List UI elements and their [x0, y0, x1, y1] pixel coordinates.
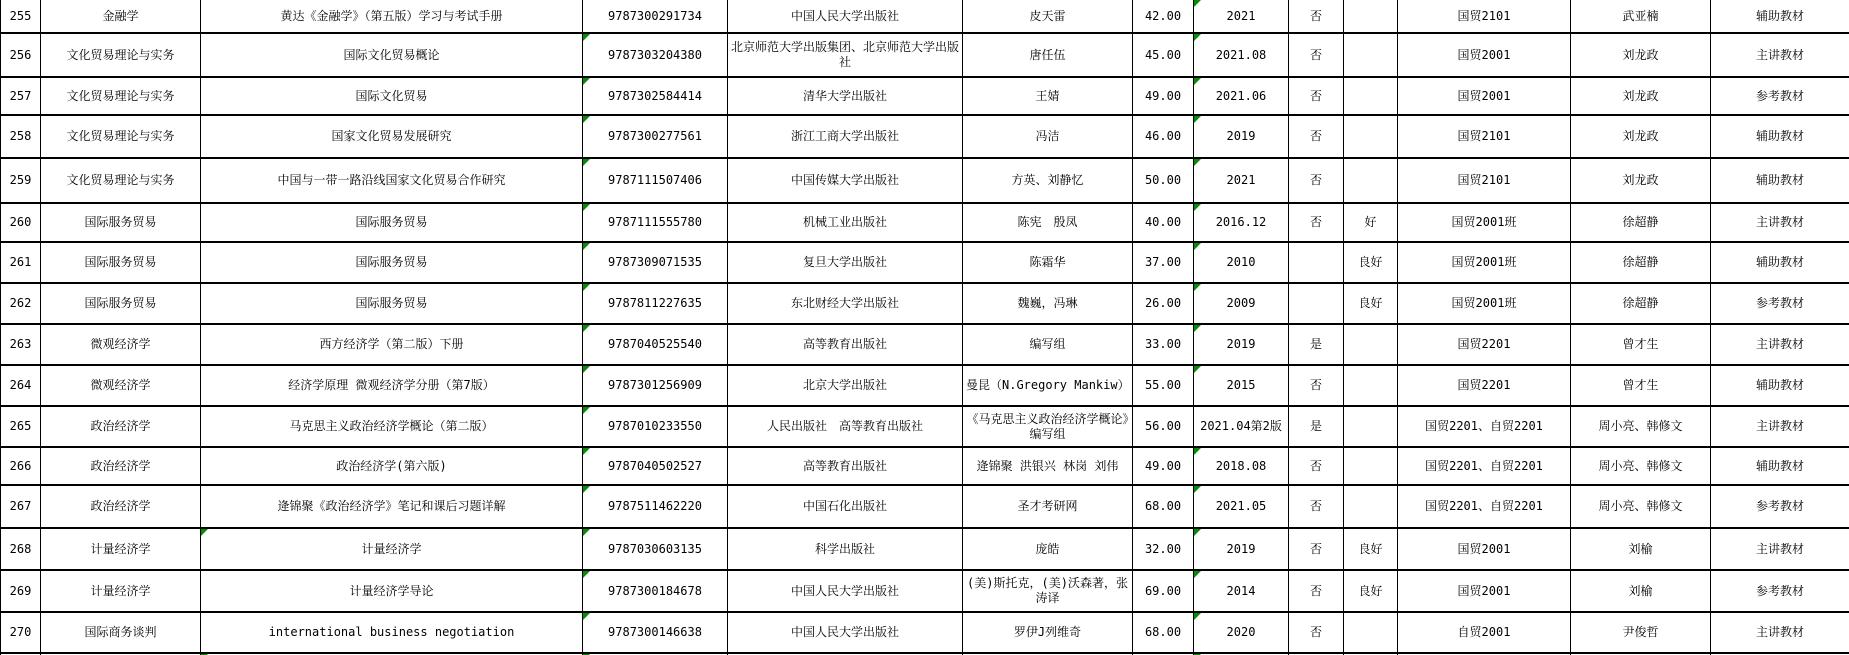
- cell-course[interactable]: 金融学: [41, 0, 201, 33]
- cell-num[interactable]: 268: [1, 528, 41, 570]
- cell-num[interactable]: 258: [1, 115, 41, 158]
- table-row: [1, 158, 1849, 203]
- cell-author[interactable]: 陈宪 殷凤: [963, 203, 1133, 242]
- cell-condition[interactable]: [1344, 406, 1398, 447]
- cell-type[interactable]: 辅助教材: [1711, 242, 1849, 283]
- cell-price[interactable]: 49.00: [1133, 447, 1194, 485]
- cell-price[interactable]: 55.00: [1133, 365, 1194, 406]
- cell-price[interactable]: 32.00: [1133, 528, 1194, 570]
- cell-condition[interactable]: [1344, 612, 1398, 653]
- cell-isbn[interactable]: 9787111507406: [583, 158, 728, 203]
- cell-adopt[interactable]: [1289, 242, 1344, 283]
- cell-isbn[interactable]: 9787811227635: [583, 283, 728, 324]
- cell-price[interactable]: 56.00: [1133, 406, 1194, 447]
- cell-price[interactable]: 33.00: [1133, 324, 1194, 365]
- cell-price[interactable]: 46.00: [1133, 115, 1194, 158]
- cell-title[interactable]: 马克思主义政治经济学概论（第二版）: [201, 406, 583, 447]
- cell-price[interactable]: 68.00: [1133, 612, 1194, 653]
- table-row: [1, 77, 1849, 115]
- cell-course[interactable]: 政治经济学: [41, 447, 201, 485]
- cell-adopt[interactable]: 否: [1289, 33, 1344, 77]
- cell-adopt[interactable]: 否: [1289, 0, 1344, 33]
- table-row: [1, 115, 1849, 158]
- cell-price[interactable]: 69.00: [1133, 570, 1194, 612]
- cell-adopt[interactable]: 否: [1289, 570, 1344, 612]
- cell-author[interactable]: 王婧: [963, 77, 1133, 115]
- cell-course[interactable]: 国际服务贸易: [41, 242, 201, 283]
- cell-year[interactable]: 2010: [1194, 242, 1289, 283]
- cell-adopt[interactable]: 是: [1289, 406, 1344, 447]
- cell-adopt[interactable]: [1289, 283, 1344, 324]
- cell-adopt[interactable]: 否: [1289, 612, 1344, 653]
- cell-adopt[interactable]: 否: [1289, 115, 1344, 158]
- cell-year[interactable]: 2019: [1194, 528, 1289, 570]
- cell-num[interactable]: 257: [1, 77, 41, 115]
- cell-title[interactable]: 国际服务贸易: [201, 242, 583, 283]
- cell-publisher[interactable]: 中国石化出版社: [728, 485, 963, 528]
- cell-adopt[interactable]: 否: [1289, 203, 1344, 242]
- cell-class[interactable]: 国贸2101: [1398, 0, 1571, 33]
- cell-isbn[interactable]: 9787302584414: [583, 77, 728, 115]
- cell-num[interactable]: 269: [1, 570, 41, 612]
- cell-condition[interactable]: [1344, 447, 1398, 485]
- cell-author[interactable]: 编写组: [963, 324, 1133, 365]
- cell-title[interactable]: 国际服务贸易: [201, 283, 583, 324]
- cell-teacher[interactable]: 刘龙政: [1571, 77, 1711, 115]
- cell-type[interactable]: 辅助教材: [1711, 365, 1849, 406]
- cell-condition[interactable]: [1344, 365, 1398, 406]
- cell-author[interactable]: 逄锦聚 洪银兴 林岗 刘伟: [963, 447, 1133, 485]
- cell-num[interactable]: 265: [1, 406, 41, 447]
- cell-condition[interactable]: [1344, 0, 1398, 33]
- cell-author[interactable]: 陈霜华: [963, 242, 1133, 283]
- table-row: [1, 570, 1849, 612]
- cell-title[interactable]: 政治经济学(第六版): [201, 447, 583, 485]
- cell-course[interactable]: 政治经济学: [41, 485, 201, 528]
- cell-publisher[interactable]: 机械工业出版社: [728, 203, 963, 242]
- cell-type[interactable]: 辅助教材: [1711, 0, 1849, 33]
- cell-class[interactable]: 自贸2001: [1398, 612, 1571, 653]
- cell-title[interactable]: 经济学原理 微观经济学分册（第7版）: [201, 365, 583, 406]
- cell-publisher[interactable]: 复旦大学出版社: [728, 242, 963, 283]
- cell-course[interactable]: 国际商务谈判: [41, 612, 201, 653]
- cell-class[interactable]: 国贸2201、自贸2201: [1398, 447, 1571, 485]
- cell-type[interactable]: 参考教材: [1711, 283, 1849, 324]
- cell-publisher[interactable]: 高等教育出版社: [728, 447, 963, 485]
- cell-condition[interactable]: [1344, 115, 1398, 158]
- cell-course[interactable]: 文化贸易理论与实务: [41, 77, 201, 115]
- cell-isbn[interactable]: 9787309071535: [583, 242, 728, 283]
- cell-condition[interactable]: 良好: [1344, 528, 1398, 570]
- cell-publisher[interactable]: 中国人民大学出版社: [728, 612, 963, 653]
- cell-publisher[interactable]: 浙江工商大学出版社: [728, 115, 963, 158]
- cell-author[interactable]: 庞皓: [963, 528, 1133, 570]
- cell-condition[interactable]: [1344, 324, 1398, 365]
- cell-num[interactable]: 267: [1, 485, 41, 528]
- cell-adopt[interactable]: 否: [1289, 485, 1344, 528]
- cell-author[interactable]: 曼昆（N.Gregory Mankiw）: [963, 365, 1133, 406]
- cell-year[interactable]: 2016.12: [1194, 203, 1289, 242]
- cell-adopt[interactable]: 是: [1289, 324, 1344, 365]
- cell-price[interactable]: 68.00: [1133, 485, 1194, 528]
- cell-course[interactable]: 计量经济学: [41, 528, 201, 570]
- cell-num[interactable]: 263: [1, 324, 41, 365]
- cell-course[interactable]: 微观经济学: [41, 324, 201, 365]
- cell-type[interactable]: 辅助教材: [1711, 447, 1849, 485]
- table-row: [1, 324, 1849, 365]
- cell-adopt[interactable]: 否: [1289, 447, 1344, 485]
- cell-publisher[interactable]: 清华大学出版社: [728, 77, 963, 115]
- cell-teacher[interactable]: 周小亮、韩修文: [1571, 447, 1711, 485]
- cell-author[interactable]: 罗伊J列维奇: [963, 612, 1133, 653]
- cell-num[interactable]: 259: [1, 158, 41, 203]
- cell-course[interactable]: 文化贸易理论与实务: [41, 158, 201, 203]
- cell-condition[interactable]: 良好: [1344, 570, 1398, 612]
- cell-class[interactable]: 国贸2001: [1398, 570, 1571, 612]
- cell-type[interactable]: 主讲教材: [1711, 528, 1849, 570]
- cell-price[interactable]: 50.00: [1133, 158, 1194, 203]
- cell-title[interactable]: 计量经济学导论: [201, 570, 583, 612]
- cell-year[interactable]: 2018.08: [1194, 447, 1289, 485]
- cell-author[interactable]: 皮天雷: [963, 0, 1133, 33]
- cell-isbn[interactable]: 9787301256909: [583, 365, 728, 406]
- cell-teacher[interactable]: 曾才生: [1571, 365, 1711, 406]
- cell-num[interactable]: 255: [1, 0, 41, 33]
- cell-teacher[interactable]: 徐超静: [1571, 203, 1711, 242]
- cell-author[interactable]: 唐任伍: [963, 33, 1133, 77]
- cell-class[interactable]: 国贸2101: [1398, 158, 1571, 203]
- cell-title[interactable]: 西方经济学（第二版）下册: [201, 324, 583, 365]
- cell-num[interactable]: 266: [1, 447, 41, 485]
- cell-title[interactable]: 中国与一带一路沿线国家文化贸易合作研究: [201, 158, 583, 203]
- cell-publisher[interactable]: 东北财经大学出版社: [728, 283, 963, 324]
- cell-course[interactable]: 微观经济学: [41, 365, 201, 406]
- cell-year[interactable]: 2019: [1194, 115, 1289, 158]
- cell-year[interactable]: 2021.04第2版: [1194, 406, 1289, 447]
- cell-teacher[interactable]: 徐超静: [1571, 283, 1711, 324]
- cell-isbn[interactable]: 9787300291734: [583, 0, 728, 33]
- cell-type[interactable]: 主讲教材: [1711, 33, 1849, 77]
- cell-class[interactable]: 国贸2001: [1398, 33, 1571, 77]
- cell-type[interactable]: 辅助教材: [1711, 115, 1849, 158]
- table-row: [1, 406, 1849, 447]
- cell-type[interactable]: 主讲教材: [1711, 203, 1849, 242]
- cell-author[interactable]: (美)斯托克，(美)沃森著，张涛译: [963, 570, 1133, 612]
- cell-teacher[interactable]: 武亚楠: [1571, 0, 1711, 33]
- cell-publisher[interactable]: 中国传媒大学出版社: [728, 158, 963, 203]
- cell-num[interactable]: 261: [1, 242, 41, 283]
- cell-title[interactable]: 国际文化贸易概论: [201, 33, 583, 77]
- cell-title[interactable]: 计量经济学: [201, 528, 583, 570]
- cell-title[interactable]: 国家文化贸易发展研究: [201, 115, 583, 158]
- table-row: [1, 528, 1849, 570]
- cell-publisher[interactable]: 高等教育出版社: [728, 324, 963, 365]
- cell-teacher[interactable]: 周小亮、韩修文: [1571, 485, 1711, 528]
- cell-class[interactable]: 国贸2201、自贸2201: [1398, 406, 1571, 447]
- cell-teacher[interactable]: 刘榆: [1571, 528, 1711, 570]
- cell-year[interactable]: 2015: [1194, 365, 1289, 406]
- cell-teacher[interactable]: 刘龙政: [1571, 158, 1711, 203]
- cell-year[interactable]: 2021.06: [1194, 77, 1289, 115]
- table-row: [1, 612, 1849, 653]
- cell-teacher[interactable]: 徐超静: [1571, 242, 1711, 283]
- cell-condition[interactable]: [1344, 33, 1398, 77]
- cell-isbn[interactable]: 9787040502527: [583, 447, 728, 485]
- cell-price[interactable]: 26.00: [1133, 283, 1194, 324]
- cell-year[interactable]: 2021.08: [1194, 33, 1289, 77]
- cell-isbn[interactable]: 9787300184678: [583, 570, 728, 612]
- cell-course[interactable]: 政治经济学: [41, 406, 201, 447]
- cell-isbn[interactable]: 9787303204380: [583, 33, 728, 77]
- cell-class[interactable]: 国贸2001班: [1398, 203, 1571, 242]
- table-row: [1, 242, 1849, 283]
- cell-year[interactable]: 2021: [1194, 0, 1289, 33]
- cell-class[interactable]: 国贸2001: [1398, 77, 1571, 115]
- cell-course[interactable]: 文化贸易理论与实务: [41, 115, 201, 158]
- cell-class[interactable]: 国贸2201: [1398, 365, 1571, 406]
- cell-condition[interactable]: [1344, 158, 1398, 203]
- cell-price[interactable]: 37.00: [1133, 242, 1194, 283]
- cell-num[interactable]: 260: [1, 203, 41, 242]
- cell-course[interactable]: 文化贸易理论与实务: [41, 33, 201, 77]
- cell-year[interactable]: 2021: [1194, 158, 1289, 203]
- cell-class[interactable]: 国贸2001班: [1398, 242, 1571, 283]
- cell-teacher[interactable]: 刘龙政: [1571, 33, 1711, 77]
- cell-type[interactable]: 参考教材: [1711, 77, 1849, 115]
- cell-year[interactable]: 2021.05: [1194, 485, 1289, 528]
- table-row: [1, 485, 1849, 528]
- cell-author[interactable]: 方英、刘静忆: [963, 158, 1133, 203]
- cell-type[interactable]: 辅助教材: [1711, 158, 1849, 203]
- cell-year[interactable]: 2020: [1194, 612, 1289, 653]
- cell-publisher[interactable]: 北京师范大学出版集团、北京师范大学出版社: [728, 33, 963, 77]
- cell-condition[interactable]: 好: [1344, 203, 1398, 242]
- cell-price[interactable]: 49.00: [1133, 77, 1194, 115]
- cell-publisher[interactable]: 中国人民大学出版社: [728, 570, 963, 612]
- cell-condition[interactable]: 良好: [1344, 283, 1398, 324]
- cell-price[interactable]: 42.00: [1133, 0, 1194, 33]
- table-row: [1, 203, 1849, 242]
- cell-adopt[interactable]: 否: [1289, 77, 1344, 115]
- cell-num[interactable]: 256: [1, 33, 41, 77]
- table-row: [1, 33, 1849, 77]
- table-row: [1, 447, 1849, 485]
- cell-title[interactable]: 国际服务贸易: [201, 203, 583, 242]
- cell-course[interactable]: 国际服务贸易: [41, 203, 201, 242]
- cell-title[interactable]: international business negotiation: [201, 612, 583, 653]
- cell-title[interactable]: 逄锦聚《政治经济学》笔记和课后习题详解: [201, 485, 583, 528]
- cell-teacher[interactable]: 周小亮、韩修文: [1571, 406, 1711, 447]
- cell-isbn[interactable]: 9787111555780: [583, 203, 728, 242]
- cell-author[interactable]: 冯洁: [963, 115, 1133, 158]
- cell-adopt[interactable]: 否: [1289, 365, 1344, 406]
- cell-type[interactable]: 参考教材: [1711, 485, 1849, 528]
- cell-type[interactable]: 主讲教材: [1711, 406, 1849, 447]
- table-row: [1, 283, 1849, 324]
- cell-author[interactable]: 魏巍，冯琳: [963, 283, 1133, 324]
- cell-title[interactable]: 国际文化贸易: [201, 77, 583, 115]
- cell-type[interactable]: 主讲教材: [1711, 324, 1849, 365]
- cell-num[interactable]: 262: [1, 283, 41, 324]
- cell-adopt[interactable]: 否: [1289, 158, 1344, 203]
- cell-class[interactable]: 国贸2001班: [1398, 283, 1571, 324]
- cell-publisher[interactable]: 北京大学出版社: [728, 365, 963, 406]
- cell-num[interactable]: 264: [1, 365, 41, 406]
- cell-teacher[interactable]: 刘榆: [1571, 570, 1711, 612]
- cell-isbn[interactable]: 9787030603135: [583, 528, 728, 570]
- table-row: [1, 365, 1849, 406]
- cell-price[interactable]: 40.00: [1133, 203, 1194, 242]
- table-row: [1, 0, 1849, 33]
- cell-isbn[interactable]: 9787010233550: [583, 406, 728, 447]
- cell-condition[interactable]: [1344, 77, 1398, 115]
- cell-class[interactable]: 国贸2001: [1398, 528, 1571, 570]
- cell-condition[interactable]: 良好: [1344, 242, 1398, 283]
- cell-class[interactable]: 国贸2201: [1398, 324, 1571, 365]
- cell-course[interactable]: 计量经济学: [41, 570, 201, 612]
- cell-publisher[interactable]: 中国人民大学出版社: [728, 0, 963, 33]
- cell-author[interactable]: 圣才考研网: [963, 485, 1133, 528]
- cell-course[interactable]: 国际服务贸易: [41, 283, 201, 324]
- cell-publisher[interactable]: 科学出版社: [728, 528, 963, 570]
- cell-isbn[interactable]: 9787300146638: [583, 612, 728, 653]
- cell-isbn[interactable]: 9787040525540: [583, 324, 728, 365]
- cell-teacher[interactable]: 尹俊哲: [1571, 612, 1711, 653]
- cell-author[interactable]: 《马克思主义政治经济学概论》编写组: [963, 406, 1133, 447]
- cell-class[interactable]: 国贸2201、自贸2201: [1398, 485, 1571, 528]
- cell-adopt[interactable]: 否: [1289, 528, 1344, 570]
- cell-type[interactable]: 主讲教材: [1711, 612, 1849, 653]
- cell-isbn[interactable]: 9787300277561: [583, 115, 728, 158]
- cell-price[interactable]: 45.00: [1133, 33, 1194, 77]
- cell-type[interactable]: 参考教材: [1711, 570, 1849, 612]
- cell-isbn[interactable]: 9787511462220: [583, 485, 728, 528]
- cell-teacher[interactable]: 曾才生: [1571, 324, 1711, 365]
- cell-teacher[interactable]: 刘龙政: [1571, 115, 1711, 158]
- cell-class[interactable]: 国贸2101: [1398, 115, 1571, 158]
- cell-year[interactable]: 2014: [1194, 570, 1289, 612]
- cell-publisher[interactable]: 人民出版社 高等教育出版社: [728, 406, 963, 447]
- cell-num[interactable]: 270: [1, 612, 41, 653]
- cell-title[interactable]: 黄达《金融学》（第五版）学习与考试手册: [201, 0, 583, 33]
- cell-year[interactable]: 2009: [1194, 283, 1289, 324]
- cell-year[interactable]: 2019: [1194, 324, 1289, 365]
- cell-condition[interactable]: [1344, 485, 1398, 528]
